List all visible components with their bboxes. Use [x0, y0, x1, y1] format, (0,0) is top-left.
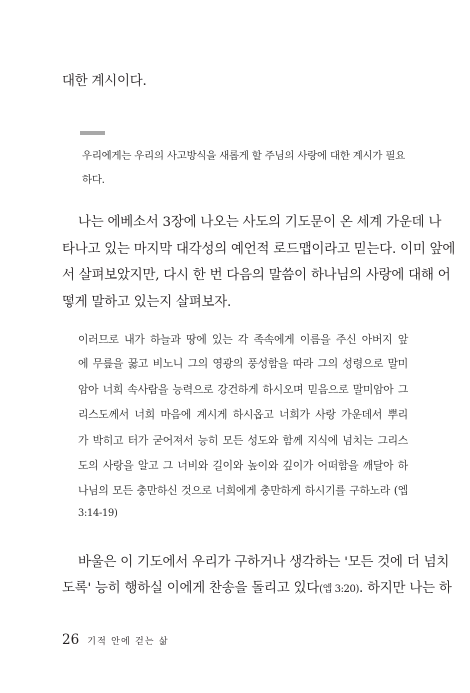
scripture-quote-line: 이러므로 내가 하늘과 땅에 있는 각 족속에게 이름을 주신 아버지 앞: [78, 333, 408, 346]
scripture-quote-line: 도의 사랑을 알고 그 너비와 길이와 높이와 깊이가 어떠함을 깨달아 하: [78, 459, 408, 472]
scripture-quote-line: 가 박히고 터가 굳어져서 능히 모든 성도와 함께 지식에 넘치는 그리스: [78, 434, 408, 447]
paragraph-line: 떻게 말하고 있는지 살펴보자.: [62, 295, 232, 310]
paragraph-text: . 하지만 나는 하: [358, 581, 452, 596]
page-footer: [62, 629, 169, 648]
inline-scripture-reference: (엡 3:20): [319, 584, 359, 595]
paragraph-line: 서 살펴보았지만, 다시 한 번 다음의 말씀이 하나님의 사랑에 대해 어: [62, 268, 451, 283]
paragraph-line: 나는 에베소서 3장에 나오는 사도의 기도문이 온 세계 가운데 나: [78, 215, 442, 230]
page-number: 26: [62, 632, 80, 648]
paragraph-line: 타나고 있는 마지막 대각성의 예언적 로드맵이라고 믿는다. 이미 앞에: [62, 242, 456, 257]
running-title: 기적 안에 걷는 삶: [87, 637, 169, 647]
scripture-quote-line: 나님의 모든 충만하신 것으로 너희에게 충만하게 하시기를 구하노라 (엡: [78, 484, 408, 497]
scripture-quote-line: 리스도께서 너희 마음에 계시게 하시옵고 너희가 사랑 가운데서 뿌리: [78, 408, 408, 421]
scripture-quote-line: 에 무릎을 꿇고 비노니 그의 영광의 풍성함을 따라 그의 성령으로 말미: [78, 357, 408, 370]
paragraph-text: 도록' 능히 행하실 이에게 찬송을 돌리고 있다: [62, 581, 320, 596]
scripture-quote-line: 암아 너희 속사람을 능력으로 강건하게 하시오며 믿음으로 말미암아 그: [78, 383, 408, 396]
callout-text-line: 우리에게는 우리의 사고방식을 새롭게 할 주님의 사랑에 대한 계시가 필요: [82, 150, 406, 162]
body-text-line: 대한 계시이다.: [62, 74, 147, 89]
paragraph-line: [62, 577, 452, 596]
callout-text-line: 하다.: [82, 174, 105, 186]
callout-bar: [80, 131, 105, 135]
scripture-reference: 3:14-19): [78, 508, 118, 519]
paragraph-line: 바울은 이 기도에서 우리가 구하거나 생각하는 '모든 것에 더 넘치: [78, 555, 450, 570]
